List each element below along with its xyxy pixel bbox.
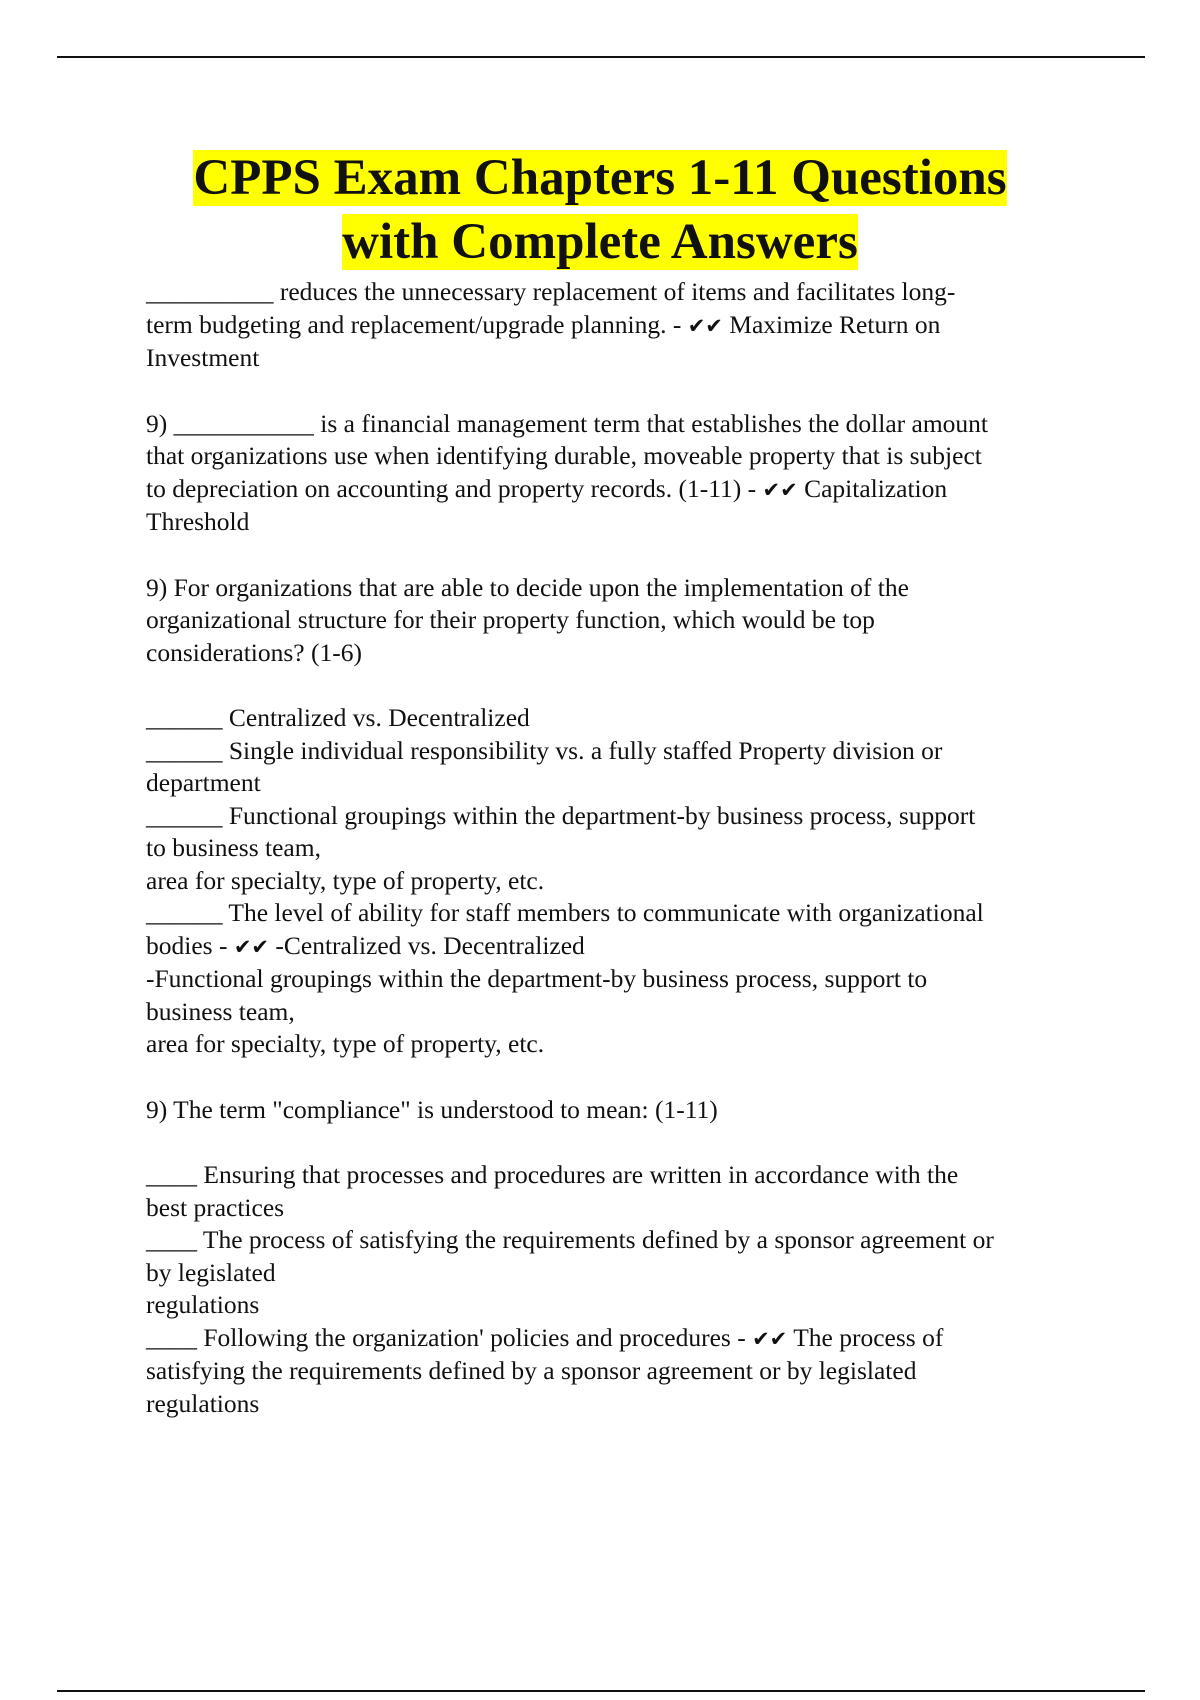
answer-text: Investment: [146, 343, 260, 372]
text-line: considerations? (1-6): [146, 637, 362, 667]
page-title: [80, 146, 1120, 274]
question-block-2: [146, 408, 1096, 539]
question-block-4: [146, 1094, 1096, 1127]
text-line: ____ Ensuring that processes and procedures are written in accordance with the: [146, 1160, 959, 1189]
check-mark-icon: ✔✔: [762, 477, 798, 502]
text-line: 9) For organizations that are able to decide upon the implementation of the: [146, 572, 909, 602]
answer-text: area for specialty, type of property, etc.: [146, 1029, 545, 1058]
answer-text: Threshold: [146, 507, 250, 536]
text-line: 9) The term "compliance" is understood to mean: (1-11): [146, 1094, 718, 1124]
text-line: ______ Centralized vs. Decentralized: [146, 703, 530, 732]
options-block-2: [146, 1159, 1096, 1420]
text-line: [146, 930, 1096, 964]
text-line: area for specialty, type of property, etc.: [146, 865, 545, 895]
answer-text: -Functional groupings within the department-by business process, support to: [146, 964, 928, 993]
answer-text: -Centralized vs. Decentralized: [269, 930, 585, 960]
text-line: best practices: [146, 1192, 285, 1222]
text-line: __________ reduces the unnecessary replacement of items and facilitates long-: [146, 277, 956, 306]
text-line: by legislated: [146, 1257, 276, 1287]
text-line: ______ The level of ability for staff members to communicate with organizational: [146, 898, 984, 927]
text-line: regulations: [146, 1290, 260, 1319]
text-line: organizational structure for their property function, which would be top: [146, 605, 875, 634]
document-body: [146, 276, 1096, 1453]
text-line: ______ Functional groupings within the department-by business process, support: [146, 800, 976, 830]
answer-text: Maximize Return on: [722, 309, 941, 339]
check-mark-icon: ✔✔: [752, 1326, 788, 1351]
text-line: [146, 473, 1096, 507]
answer-text: Capitalization: [797, 473, 948, 503]
text-line: 9) ___________ is a financial management term that establishes the dollar amount: [146, 408, 988, 438]
text-line: to business team,: [146, 833, 321, 862]
text-segment: ____ Following the organization' policies and procedures -: [146, 1322, 753, 1352]
text-line: that organizations use when identifying durable, moveable property that is subject: [146, 441, 982, 470]
check-mark-icon: ✔✔: [687, 313, 723, 338]
check-mark-icon: ✔✔: [233, 934, 270, 959]
answer-text: business team,: [146, 996, 295, 1026]
text-line: department: [146, 768, 261, 797]
answer-text: satisfying the requirements defined by a sponsor agreement or by legislated: [146, 1356, 917, 1385]
header-rule: [57, 56, 1145, 58]
title-line-2: with Complete Answers: [342, 214, 858, 270]
options-block-1: [146, 702, 1096, 1061]
footer-rule: [57, 1690, 1145, 1692]
text-line: ____ The process of satisfying the requirements defined by a sponsor agreement or: [146, 1225, 994, 1254]
text-line: [146, 309, 1096, 343]
text-line: ______ Single individual responsibility vs. a fully staffed Property division or: [146, 735, 943, 765]
question-block-3: [146, 572, 1096, 670]
title-line-1: CPPS Exam Chapters 1-11 Questions: [193, 150, 1007, 206]
text-segment: bodies -: [146, 930, 234, 960]
answer-text: The process of: [787, 1322, 944, 1352]
answer-text: regulations: [146, 1388, 260, 1418]
question-block-1: [146, 276, 1096, 375]
text-segment: to depreciation on accounting and property records. (1-11) -: [146, 473, 763, 503]
text-segment: term budgeting and replacement/upgrade planning. -: [146, 309, 688, 339]
text-line: [146, 1322, 1096, 1356]
